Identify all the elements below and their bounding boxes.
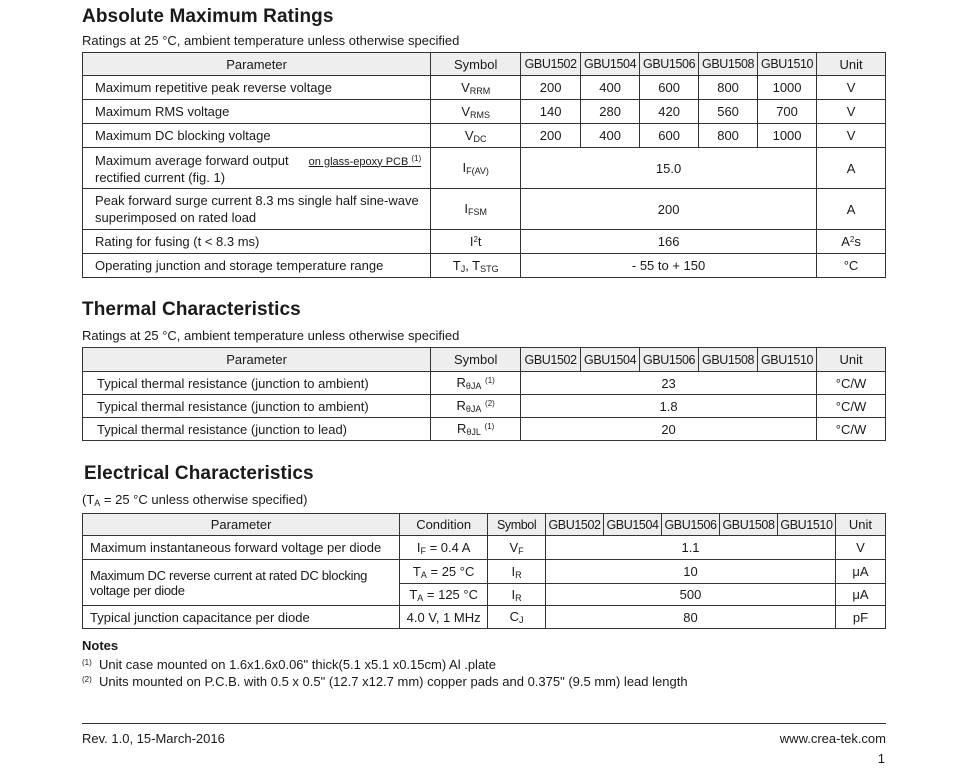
note-1-marker: (1) [82,658,92,667]
value-cell: 20 [521,418,817,441]
value-cell: 800 [699,124,758,148]
symbol-cell: $R_{\theta JA}$ $^{(1)}$ [431,372,521,395]
header-gbu1502: GBU1502 [521,348,581,372]
unit-cell: V [835,536,885,560]
value-cell: 600 [640,76,699,100]
value-cell: 400 [581,76,640,100]
symbol-cell: $V_{RMS}$ [431,100,521,124]
website-link[interactable]: www.crea-tek.com [779,731,886,746]
header-gbu1508: GBU1508 [699,348,758,372]
value-cell: 560 [699,100,758,124]
condition-note: on glass-epoxy PCB $^{(1)}$ [308,153,422,168]
header-gbu1504: GBU1504 [581,348,640,372]
page-number: 1 [877,751,885,766]
param-cell: Rating for fusing (t < 8.3 ms) [83,230,431,254]
param-cell: Maximum DC blocking voltage [83,124,431,148]
table-row [83,395,886,418]
elec-table [82,513,886,629]
header-gbu1506: GBU1506 [662,514,720,536]
header-unit: Unit [835,514,885,536]
param-cell: Maximum DC reverse current at rated DC blocking voltage per diode [83,560,400,606]
header-unit: Unit [817,53,886,76]
table-row [83,76,886,100]
value-cell: 166 [521,230,817,254]
table-row [83,606,886,629]
param-cell: Maximum average forward output on glass-epoxy PCB $^{(1)}$ rectified current (fig. 1) [83,148,431,189]
value-cell: - 55 to + 150 [521,254,817,278]
footer-divider [82,723,886,724]
unit-cell: °C/W [817,372,886,395]
table-row [83,560,886,584]
table-row [83,254,886,278]
unit-cell: $A^2s$ [817,230,886,254]
header-symbol: Symbol [431,348,521,372]
symbol-cell: $I_R$ [488,560,546,584]
table-row [83,100,886,124]
param-cell: Typical junction capacitance per diode [83,606,400,629]
value-cell: 600 [640,124,699,148]
elec-subtitle: ($T_A = 25$ °C unless otherwise specified) [82,492,308,508]
value-cell: 280 [581,100,640,124]
value-cell: 800 [699,76,758,100]
symbol-cell: $T_J$, $T_{STG}$ [431,254,521,278]
table-row [83,372,886,395]
header-gbu1506: GBU1506 [640,348,699,372]
param-cell: Operating junction and storage temperature range [83,254,431,278]
value-cell: 1000 [758,76,817,100]
table-row [83,418,886,441]
param-cell: Maximum repetitive peak reverse voltage [83,76,431,100]
param-cell: Peak forward surge current 8.3 ms single half sine-wave superimposed on rated load [83,189,431,230]
unit-cell: μA [835,560,885,584]
condition-cell: $T_A = 125$ °C [400,584,488,606]
value-cell: 700 [758,100,817,124]
unit-cell: °C/W [817,418,886,441]
elec-title: Electrical Characteristics [84,463,314,484]
condition-cell: $T_A = 25$ °C [400,560,488,584]
symbol-cell: $I_R$ [488,584,546,606]
abs-table [82,52,886,278]
condition-cell: $I_F = 0.4$ A [400,536,488,560]
table-row [83,189,886,230]
header-gbu1510: GBU1510 [758,53,817,76]
symbol-cell: $V_F$ [488,536,546,560]
value-cell: 200 [521,76,581,100]
header-gbu1502: GBU1502 [521,53,581,76]
symbol-cell: $V_{RRM}$ [431,76,521,100]
unit-cell: μA [835,584,885,606]
symbol-cell: $C_J$ [488,606,546,629]
param-cell: Typical thermal resistance (junction to lead) [83,418,431,441]
value-cell: 500 [546,584,836,606]
header-gbu1504: GBU1504 [604,514,662,536]
value-cell: 140 [521,100,581,124]
abs-subtitle: Ratings at 25 °C, ambient temperature unless otherwise specified [82,33,460,48]
value-cell: 1.1 [546,536,836,560]
value-cell: 10 [546,560,836,584]
header-gbu1504: GBU1504 [581,53,640,76]
abs-title: Absolute Maximum Ratings [82,6,334,27]
header-symbol: Symbol [431,53,521,76]
value-cell: 400 [581,124,640,148]
symbol-cell: $V_{DC}$ [431,124,521,148]
symbol-cell: $R_{\theta JA}$ $^{(2)}$ [431,395,521,418]
table-row [83,230,886,254]
notes-title: Notes [82,638,119,653]
symbol-cell: $I^2t$ [431,230,521,254]
value-cell: 420 [640,100,699,124]
header-unit: Unit [817,348,886,372]
value-cell: 23 [521,372,817,395]
value-cell: 200 [521,124,581,148]
param-cell: Typical thermal resistance (junction to ambient) [83,372,431,395]
unit-cell: V [817,76,886,100]
header-gbu1506: GBU1506 [640,53,699,76]
unit-cell: °C [817,254,886,278]
unit-cell: A [817,148,886,189]
unit-cell: V [817,124,886,148]
thermal-header-row [83,348,886,372]
param-cell: Maximum RMS voltage [83,100,431,124]
symbol-cell: $I_{FSM}$ [431,189,521,230]
note-1: $^{(1)}$ Unit case mounted on 1.6x1.6x0.06" thick(5.1 x5.1 x0.15cm) Al .plate [82,657,497,672]
header-condition: Condition [400,514,488,536]
header-symbol: Symbol [488,514,546,536]
value-cell: 1000 [758,124,817,148]
value-cell: 15.0 [521,148,817,189]
unit-cell: A [817,189,886,230]
thermal-subtitle: Ratings at 25 °C, ambient temperature unless otherwise specified [82,328,460,343]
header-parameter: Parameter [83,53,431,76]
unit-cell: V [817,100,886,124]
header-parameter: Parameter [83,348,431,372]
header-gbu1510: GBU1510 [758,348,817,372]
symbol-cell: $R_{\theta JL}$ $^{(1)}$ [431,418,521,441]
abs-header-row [83,53,886,76]
symbol-cell: $I_{F(AV)}$ [431,148,521,189]
unit-cell: pF [835,606,885,629]
condition-cell: 4.0 V, 1 MHz [400,606,488,629]
header-gbu1508: GBU1508 [699,53,758,76]
value-cell: 200 [521,189,817,230]
thermal-title: Thermal Characteristics [82,299,301,320]
note-2: $^{(2)}$ Units mounted on P.C.B. with 0.5 x 0.5" (12.7 x12.7 mm) copper pads and 0.375" (9.5 mm) lead length [82,674,688,689]
table-row [83,124,886,148]
header-parameter: Parameter [83,514,400,536]
header-gbu1502: GBU1502 [546,514,604,536]
value-cell: 80 [546,606,836,629]
param-cell: Typical thermal resistance (junction to ambient) [83,395,431,418]
revision-text: Rev. 1.0, 15-March-2016 [82,731,225,746]
header-gbu1508: GBU1508 [720,514,778,536]
value-cell: 1.8 [521,395,817,418]
thermal-table [82,347,886,441]
elec-header-row [83,514,886,536]
note-2-marker: (2) [82,675,92,684]
unit-cell: °C/W [817,395,886,418]
header-gbu1510: GBU1510 [777,514,835,536]
param-cell: Maximum instantaneous forward voltage per diode [83,536,400,560]
table-row [83,148,886,189]
table-row [83,536,886,560]
